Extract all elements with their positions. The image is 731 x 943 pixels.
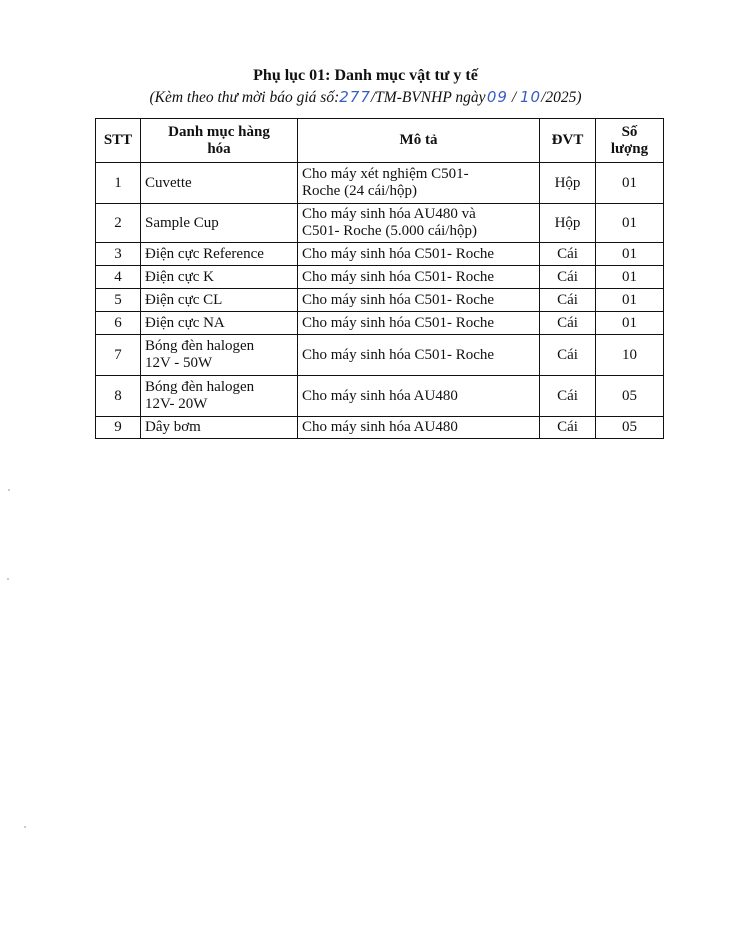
stt-cell: [96, 204, 141, 243]
stt-cell-text: 8: [114, 387, 122, 404]
item-name-cell-text: Điện cực Reference: [145, 245, 264, 262]
stt-cell-text: 6: [114, 314, 122, 331]
stt-cell: [96, 266, 141, 289]
header-so-luong-line2: lượng: [610, 140, 649, 157]
unit-cell-text: Hộp: [554, 174, 581, 191]
header-danh-muc: [141, 119, 298, 163]
description-cell-text: Cho máy sinh hóa C501- Roche: [302, 291, 495, 308]
quantity-cell-text: 10: [622, 346, 637, 363]
quantity-cell: [596, 335, 664, 376]
scan-speck: [8, 489, 10, 491]
header-stt: STT: [96, 119, 141, 163]
item-name-cell-text: Điện cực CL: [145, 291, 223, 308]
description-cell-text: Cho máy sinh hóa AU480: [302, 387, 458, 404]
description-cell: [298, 243, 540, 266]
subtitle-prefix: (Kèm theo thư mời báo giá số:: [149, 89, 340, 106]
item-name-cell: [141, 335, 298, 376]
item-name-cell-text: Bóng đèn halogen: [145, 338, 255, 354]
description-cell: [298, 417, 540, 439]
item-name-cell: [141, 417, 298, 439]
description-cell: [298, 163, 540, 204]
unit-cell: [540, 243, 596, 266]
item-name-cell: [141, 266, 298, 289]
unit-cell-text: Cái: [557, 387, 578, 404]
unit-cell-text: Cái: [557, 346, 578, 363]
quantity-cell-text: 05: [622, 387, 637, 404]
supplies-table: [95, 118, 664, 439]
subtitle-suffix: /2025): [541, 89, 582, 106]
item-name-cell: [141, 243, 298, 266]
unit-cell-text: Hộp: [554, 214, 581, 231]
quantity-cell-text: 01: [622, 314, 637, 331]
stt-cell-text: 5: [114, 291, 122, 308]
unit-cell: [540, 289, 596, 312]
header-mo-ta: Mô tả: [298, 119, 540, 163]
stt-cell: [96, 312, 141, 335]
stt-cell: [96, 163, 141, 204]
subtitle-separator: /: [511, 89, 517, 106]
quantity-cell: [596, 417, 664, 439]
quantity-cell-text: 01: [622, 245, 637, 262]
item-name-cell-text: Dây bơm: [145, 419, 201, 435]
unit-cell-text: Cái: [557, 245, 578, 262]
description-cell-text: Cho máy sinh hóa C501- Roche: [302, 268, 495, 285]
description-cell: [298, 312, 540, 335]
stt-cell-text: 2: [114, 214, 122, 231]
item-name-cell: [141, 163, 298, 204]
quantity-cell-text: 01: [622, 214, 637, 231]
stt-cell: [96, 289, 141, 312]
quantity-cell: [596, 204, 664, 243]
item-name-cell-text: 12V - 50W: [145, 355, 213, 371]
item-name-cell-text: Điện cực NA: [145, 314, 225, 331]
unit-cell-text: Cái: [557, 314, 578, 331]
item-name-cell: [141, 289, 298, 312]
unit-cell: [540, 312, 596, 335]
table-row: [96, 204, 664, 243]
table-row: [96, 243, 664, 266]
quantity-cell: [596, 289, 664, 312]
description-cell-text: Cho máy sinh hóa C501- Roche: [302, 314, 495, 331]
table-row: [96, 289, 664, 312]
table-row: [96, 376, 664, 417]
table-row: [96, 417, 664, 439]
appendix-title: Phụ lục 01: Danh mục vật tư y tế: [253, 67, 478, 84]
header-danh-muc-line1: Danh mục hàng: [168, 123, 270, 140]
header-danh-muc-line2: hóa: [207, 140, 231, 157]
stt-cell: [96, 417, 141, 439]
stt-cell: [96, 376, 141, 417]
unit-cell-text: Cái: [557, 419, 578, 435]
item-name-cell-text: 12V- 20W: [145, 396, 208, 412]
handwritten-letter-number: 277: [339, 88, 371, 106]
item-name-cell: [141, 204, 298, 243]
item-name-cell: [141, 312, 298, 335]
stt-cell: [96, 335, 141, 376]
unit-cell-text: Cái: [557, 291, 578, 308]
description-cell: [298, 335, 540, 376]
table-row: [96, 335, 664, 376]
quantity-cell-text: 01: [622, 291, 637, 308]
quantity-cell: [596, 163, 664, 204]
description-cell-text: Cho máy sinh hóa C501- Roche: [302, 346, 495, 363]
quantity-cell: [596, 312, 664, 335]
unit-cell: [540, 266, 596, 289]
item-name-cell-text: Sample Cup: [145, 214, 219, 231]
header-so-luong-line1: Số: [621, 123, 638, 140]
table-row: [96, 312, 664, 335]
unit-cell: [540, 376, 596, 417]
stt-cell: [96, 243, 141, 266]
subtitle-middle: /TM-BVNHP ngày: [370, 89, 486, 106]
quantity-cell-text: 01: [622, 268, 637, 285]
description-cell: [298, 376, 540, 417]
description-cell: [298, 266, 540, 289]
header-so-luong: [596, 119, 664, 163]
table-row: [96, 163, 664, 204]
quantity-cell: [596, 266, 664, 289]
stt-cell-text: 4: [114, 268, 122, 285]
quantity-cell: [596, 376, 664, 417]
description-cell: [298, 289, 540, 312]
table-row: [96, 266, 664, 289]
appendix-subtitle: [0, 87, 731, 108]
description-cell-text: C501- Roche (5.000 cái/hộp): [302, 223, 477, 239]
unit-cell-text: Cái: [557, 268, 578, 285]
unit-cell: [540, 417, 596, 439]
header-dvt: ĐVT: [540, 119, 596, 163]
description-cell-text: Roche (24 cái/hộp): [302, 183, 417, 199]
description-cell-text: Cho máy sinh hóa AU480: [302, 419, 458, 435]
description-cell-text: Cho máy sinh hóa AU480 và: [302, 206, 476, 222]
stt-cell-text: 7: [114, 346, 122, 363]
description-cell-text: Cho máy xét nghiệm C501-: [302, 166, 469, 182]
item-name-cell: [141, 376, 298, 417]
scan-speck: [7, 578, 9, 580]
unit-cell: [540, 204, 596, 243]
stt-cell-text: 9: [114, 419, 122, 435]
quantity-cell-text: 05: [622, 419, 637, 435]
item-name-cell-text: Bóng đèn halogen: [145, 379, 255, 395]
description-cell: [298, 204, 540, 243]
stt-cell-text: 3: [114, 245, 122, 262]
handwritten-month: 10: [520, 88, 542, 106]
scan-speck: [24, 826, 26, 828]
item-name-cell-text: Điện cực K: [145, 268, 214, 285]
table-header-row: [96, 119, 664, 163]
handwritten-day: 09: [486, 88, 508, 106]
description-cell-text: Cho máy sinh hóa C501- Roche: [302, 245, 495, 262]
unit-cell: [540, 163, 596, 204]
quantity-cell-text: 01: [622, 174, 637, 191]
quantity-cell: [596, 243, 664, 266]
stt-cell-text: 1: [114, 174, 122, 191]
item-name-cell-text: Cuvette: [145, 174, 192, 191]
unit-cell: [540, 335, 596, 376]
